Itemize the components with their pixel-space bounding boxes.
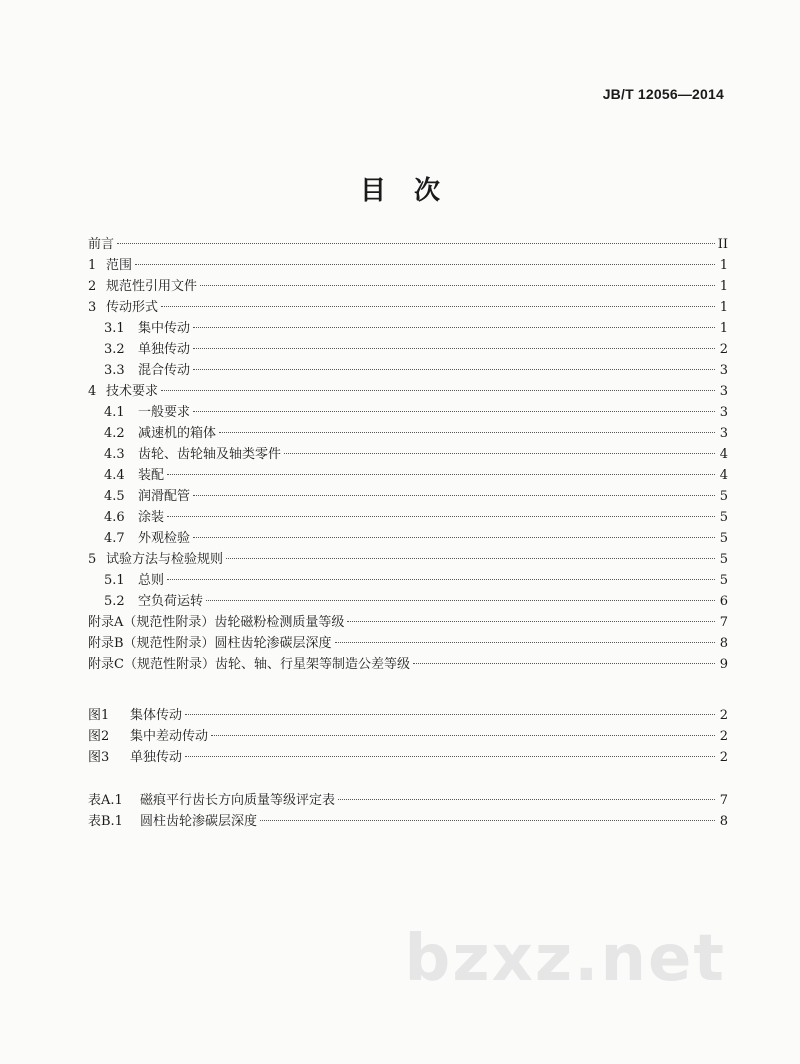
page-number: 2 — [719, 708, 728, 723]
entry-title: 传动形式 — [106, 300, 159, 315]
entry-title: 涂装 — [138, 510, 165, 525]
entry-title: 齿轮、齿轮轴及轴类零件 — [138, 447, 282, 462]
page-number: 3 — [719, 405, 728, 420]
dot-leader — [226, 558, 715, 559]
entry-title: 单独传动 — [138, 342, 191, 357]
page-number: 3 — [719, 384, 728, 399]
entry-number: 图2 — [88, 729, 110, 744]
page-title: 目次 — [359, 176, 468, 206]
page-number: 5 — [719, 510, 728, 525]
entry-number: 5.2 — [104, 594, 125, 609]
entry-number: 4.1 — [104, 405, 125, 420]
toc-entry[interactable] — [88, 465, 728, 486]
entry-title: 集中传动 — [138, 321, 191, 336]
dot-leader — [135, 264, 715, 265]
entry-title: 附录B（规范性附录）圆柱齿轮渗碳层深度 — [88, 636, 332, 651]
toc-entry[interactable] — [88, 444, 728, 465]
entry-number: 3.2 — [104, 342, 125, 357]
toc-entry[interactable] — [88, 255, 728, 276]
entry-number: 表B.1 — [88, 814, 123, 829]
page-number: 5 — [719, 573, 728, 588]
toc-entry[interactable] — [88, 423, 728, 444]
dot-leader — [185, 714, 715, 715]
toc-entry[interactable] — [88, 507, 728, 528]
dot-leader — [167, 516, 715, 517]
page-number: 1 — [719, 321, 728, 336]
entry-number: 3 — [88, 300, 97, 315]
entry-title: 外观检验 — [138, 531, 191, 546]
toc-entry[interactable] — [88, 612, 728, 633]
entry-number: 图3 — [88, 750, 110, 765]
standard-code: JB/T 12056—2014 — [602, 86, 724, 102]
entry-title: 磁痕平行齿长方向质量等级评定表 — [140, 793, 336, 808]
page-number: II — [717, 237, 728, 252]
toc-entry[interactable] — [88, 654, 728, 675]
toc-entry[interactable] — [88, 528, 728, 549]
dot-leader — [193, 369, 715, 370]
entry-title: 空负荷运转 — [138, 594, 204, 609]
list-of-figures — [88, 705, 728, 768]
entry-number: 4.4 — [104, 468, 125, 483]
page-number: 1 — [719, 258, 728, 273]
entry-number: 4.7 — [104, 531, 125, 546]
entry-title: 润滑配管 — [138, 489, 191, 504]
page-number: 2 — [719, 729, 728, 744]
dot-leader — [161, 390, 715, 391]
entry-title: 集中差动传动 — [130, 729, 209, 744]
dot-leader — [193, 495, 715, 496]
figure-entry[interactable] — [88, 705, 728, 726]
dot-leader — [219, 432, 715, 433]
toc-entry[interactable] — [88, 633, 728, 654]
page-number: 7 — [719, 615, 728, 630]
entry-title: 装配 — [138, 468, 165, 483]
toc-entry[interactable] — [88, 360, 728, 381]
toc-entry[interactable] — [88, 318, 728, 339]
entry-title: 前言 — [88, 237, 115, 252]
entry-number: 4.5 — [104, 489, 125, 504]
dot-leader — [193, 327, 715, 328]
page-number: 8 — [719, 636, 728, 651]
entry-title: 附录C（规范性附录）齿轮、轴、行星架等制造公差等级 — [88, 657, 410, 672]
toc-entry[interactable] — [88, 276, 728, 297]
entry-number: 4.2 — [104, 426, 125, 441]
entry-number: 4.3 — [104, 447, 125, 462]
entry-number: 4.6 — [104, 510, 125, 525]
toc-entry[interactable] — [88, 339, 728, 360]
dot-leader — [193, 348, 715, 349]
page-number: 2 — [719, 342, 728, 357]
entry-title: 一般要求 — [138, 405, 191, 420]
entry-title: 总则 — [138, 573, 165, 588]
dot-leader — [206, 600, 715, 601]
dot-leader — [347, 621, 715, 622]
dot-leader — [211, 735, 715, 736]
entry-number: 5 — [88, 552, 97, 567]
toc-entry[interactable] — [88, 549, 728, 570]
page-number: 5 — [719, 552, 728, 567]
entry-title: 规范性引用文件 — [106, 279, 198, 294]
dot-leader — [413, 663, 715, 664]
dot-leader — [193, 411, 715, 412]
toc-entry[interactable] — [88, 486, 728, 507]
dot-leader — [200, 285, 715, 286]
table-entry[interactable] — [88, 790, 728, 811]
page-number: 6 — [719, 594, 728, 609]
entry-number: 2 — [88, 279, 97, 294]
entry-title: 附录A（规范性附录）齿轮磁粉检测质量等级 — [88, 615, 345, 630]
entry-number: 5.1 — [104, 573, 125, 588]
entry-number: 1 — [88, 258, 97, 273]
page-number: 3 — [719, 426, 728, 441]
toc-entry[interactable] — [88, 381, 728, 402]
dot-leader — [161, 306, 715, 307]
entry-title: 单独传动 — [130, 750, 183, 765]
table-entry[interactable] — [88, 811, 728, 832]
list-of-tables — [88, 790, 728, 832]
page-number: 9 — [719, 657, 728, 672]
entry-number: 表A.1 — [88, 793, 123, 808]
page-number: 3 — [719, 363, 728, 378]
page-number: 2 — [719, 750, 728, 765]
page-number: 7 — [719, 793, 728, 808]
dot-leader — [117, 243, 715, 244]
entry-title: 减速机的箱体 — [138, 426, 217, 441]
page-number: 4 — [719, 447, 728, 462]
page-number: 8 — [719, 814, 728, 829]
toc-entry[interactable] — [88, 297, 728, 318]
toc-entry[interactable] — [88, 591, 728, 612]
entry-title: 混合传动 — [138, 363, 191, 378]
dot-leader — [185, 756, 715, 757]
figure-entry[interactable] — [88, 726, 728, 747]
figure-entry[interactable] — [88, 747, 728, 768]
entry-number: 3.1 — [104, 321, 125, 336]
page-number: 1 — [719, 300, 728, 315]
dot-leader — [167, 579, 715, 580]
dot-leader — [338, 799, 715, 800]
dot-leader — [167, 474, 715, 475]
entry-title: 范围 — [106, 258, 133, 273]
toc-entry[interactable] — [88, 402, 728, 423]
page-number: 5 — [719, 489, 728, 504]
dot-leader — [260, 820, 715, 821]
dot-leader — [284, 453, 715, 454]
page-number: 1 — [719, 279, 728, 294]
dot-leader — [335, 642, 715, 643]
entry-title: 试验方法与检验规则 — [106, 552, 224, 567]
toc-entry[interactable] — [88, 234, 728, 255]
watermark: bzxz.net — [404, 922, 726, 996]
toc-entry[interactable] — [88, 570, 728, 591]
dot-leader — [193, 537, 715, 538]
page-number: 5 — [719, 531, 728, 546]
entry-title: 集体传动 — [130, 708, 183, 723]
entry-number: 图1 — [88, 708, 110, 723]
entry-number: 4 — [88, 384, 97, 399]
table-of-contents — [88, 234, 728, 675]
entry-title: 技术要求 — [106, 384, 159, 399]
page-number: 4 — [719, 468, 728, 483]
entry-number: 3.3 — [104, 363, 125, 378]
entry-title: 圆柱齿轮渗碳层深度 — [140, 814, 258, 829]
